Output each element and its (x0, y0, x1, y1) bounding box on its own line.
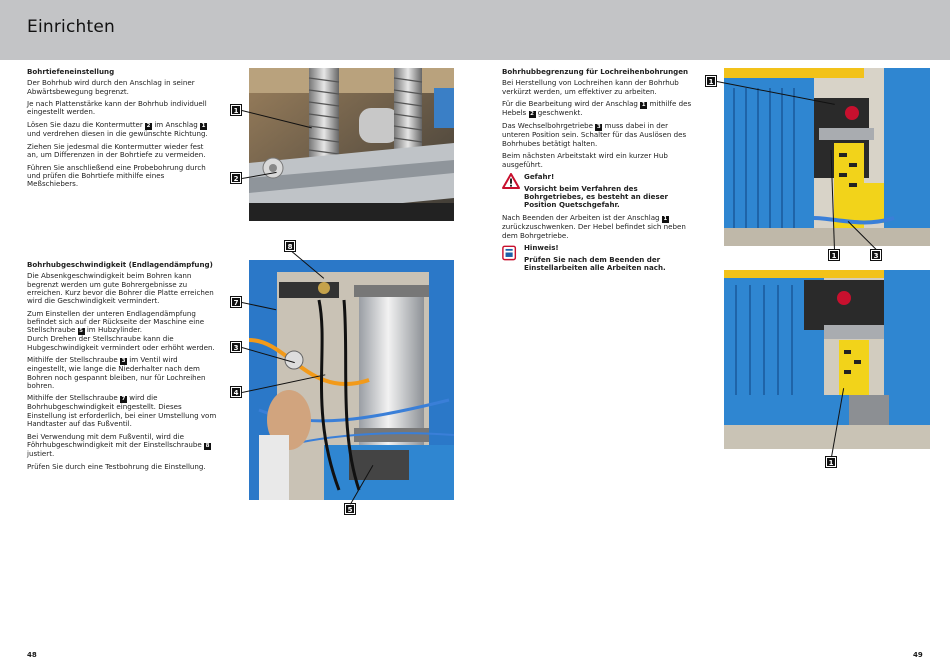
hint-text: Prüfen Sie nach dem Beenden der Einstellarbeiten alle Arbeiten nach. (524, 254, 666, 272)
callout-8: 8 (285, 241, 295, 251)
paragraph: Mithilfe der Stellschraube 3 im Ventil wird eingestellt, wie lange die Niederhalter nach dem Bohren noch gespannt bleiben, nur für Lochreihen bohren. (27, 355, 206, 390)
callout-1: 1 (706, 76, 716, 86)
number-badge: 1 (641, 102, 646, 109)
number-badge: 1 (663, 216, 668, 223)
paragraph: Ziehen Sie jedesmal die Kontermutter wieder fest an, um Differenzen in der Bohrtiefe zu vermeiden. (27, 141, 206, 159)
paragraph: Durch Drehen der Stellschraube kann die Hubgeschwindigkeit vermindert oder erhöht werden. (27, 334, 215, 352)
paragraph: Bei Herstellung von Lochreihen kann der Bohrhub verkürzt werden, um effektiver zu arbeiten. (502, 78, 679, 96)
warning-title: Gefahr! (524, 172, 555, 182)
photo-stop-lever-upper (724, 68, 930, 246)
callout-4: 4 (231, 387, 241, 397)
section-bohrhubbegrenzung (502, 68, 692, 277)
warning-icon (502, 173, 520, 189)
number-badge: 8 (205, 442, 210, 449)
callout-1: 1 (826, 457, 836, 467)
number-badge: 1 (201, 123, 206, 130)
page-number-left: 48 (27, 651, 37, 659)
paragraph: Lösen Sie dazu die Kontermutter 2 im Anschlag 1 und verdrehen diesen in die gewünschte Richtung. (27, 120, 208, 139)
section-heading: Bohrhubgeschwindigkeit (Endlagendämpfung) (27, 260, 213, 269)
section-bohrhub (27, 261, 219, 475)
photo-cylinder-valves (249, 260, 454, 500)
page-title: Einrichten (27, 17, 115, 37)
callout-3: 3 (871, 250, 881, 260)
paragraph: Das Wechselbohrgetriebe 3 muss dabei in der unteren Position sein. Schalter für das Auslösen des Bohrhubes betätigt halten. (502, 121, 687, 148)
number-badge: 3 (121, 358, 126, 365)
paragraph: Führen Sie anschließend eine Probebohrung durch und prüfen die Bohrtiefe mithilfe eines Meßschiebers. (27, 162, 206, 189)
warning-note (502, 173, 692, 209)
paragraph: Prüfen Sie durch eine Testbohrung die Einstellung. (27, 461, 206, 471)
callout-1: 1 (829, 250, 839, 260)
paragraph: Der Bohrhub wird durch den Anschlag in seiner Abwärtsbewegung begrenzt. (27, 78, 195, 96)
page-header (0, 0, 950, 60)
paragraph: Beim nächsten Arbeitstakt wird ein kurzer Hub ausgeführt. (502, 151, 668, 169)
manual-hint-icon (502, 244, 518, 261)
callout-7: 7 (231, 297, 241, 307)
hint-note (502, 244, 692, 272)
paragraph: Je nach Plattenstärke kann der Bohrhub individuell eingestellt werden. (27, 99, 207, 117)
section-heading: Bohrhubbegrenzung für Lochreihenbohrungen (502, 67, 689, 76)
paragraph: Bei Verwendung mit dem Fußventil, wird die Föhrhubgeschwindigkeit mit der Einstellschraube 8 justiert. (27, 431, 210, 458)
paragraph: Nach Beenden der Arbeiten ist der Anschlag 1 zurückzuschwenken. Der Hebel befindet sich neben dem Bohrgetriebe. (502, 213, 686, 240)
paragraph: Mithilfe der Stellschraube 7 wird die Bohrhubgeschwindigkeit eingestellt. Dieses Einstellung ist erforderlich, bei einer Umstellung vom Handtaster auf das Fußventil. (27, 393, 217, 429)
callout-5: 5 (345, 504, 355, 514)
photo-stop-lever-lower (724, 270, 930, 449)
number-badge: 2 (146, 123, 151, 130)
section-heading: Bohrtiefeneinstellung (27, 67, 115, 76)
callout-1: 1 (231, 105, 241, 115)
page-number-right: 49 (913, 651, 923, 659)
number-badge: 5 (79, 328, 83, 335)
callout-2: 2 (231, 173, 241, 183)
hint-title: Hinweis! (524, 243, 559, 253)
number-badge: 2 (530, 111, 534, 118)
warning-text: Vorsicht beim Verfahren des Bohrgetriebes, es besteht an dieser Position Quetschgefahr. (524, 183, 669, 210)
callout-3: 3 (231, 342, 241, 352)
section-bohrtiefe (27, 68, 215, 193)
paragraph: Für die Bearbeitung wird der Anschlag 1 mithilfe des Hebels 2 geschwenkt. (502, 99, 692, 118)
photo-drill-depth-stop (249, 68, 454, 221)
paragraph: Die Absenkgeschwindigkeit beim Bohren kann begrenzt werden um gute Bohrergebnisse zu erreichen. Kurz bevor die Bohrer die Platte erreichen wird die Geschwindigkeit vermindert. (27, 271, 214, 306)
number-badge: 7 (121, 396, 126, 403)
number-badge: 3 (596, 124, 601, 131)
paragraph: Zum Einstellen der unteren Endlagendämpfung befindet sich auf der Rückseite der Maschine eine Stellschraube 5 im Hubzylinder. (27, 308, 205, 335)
